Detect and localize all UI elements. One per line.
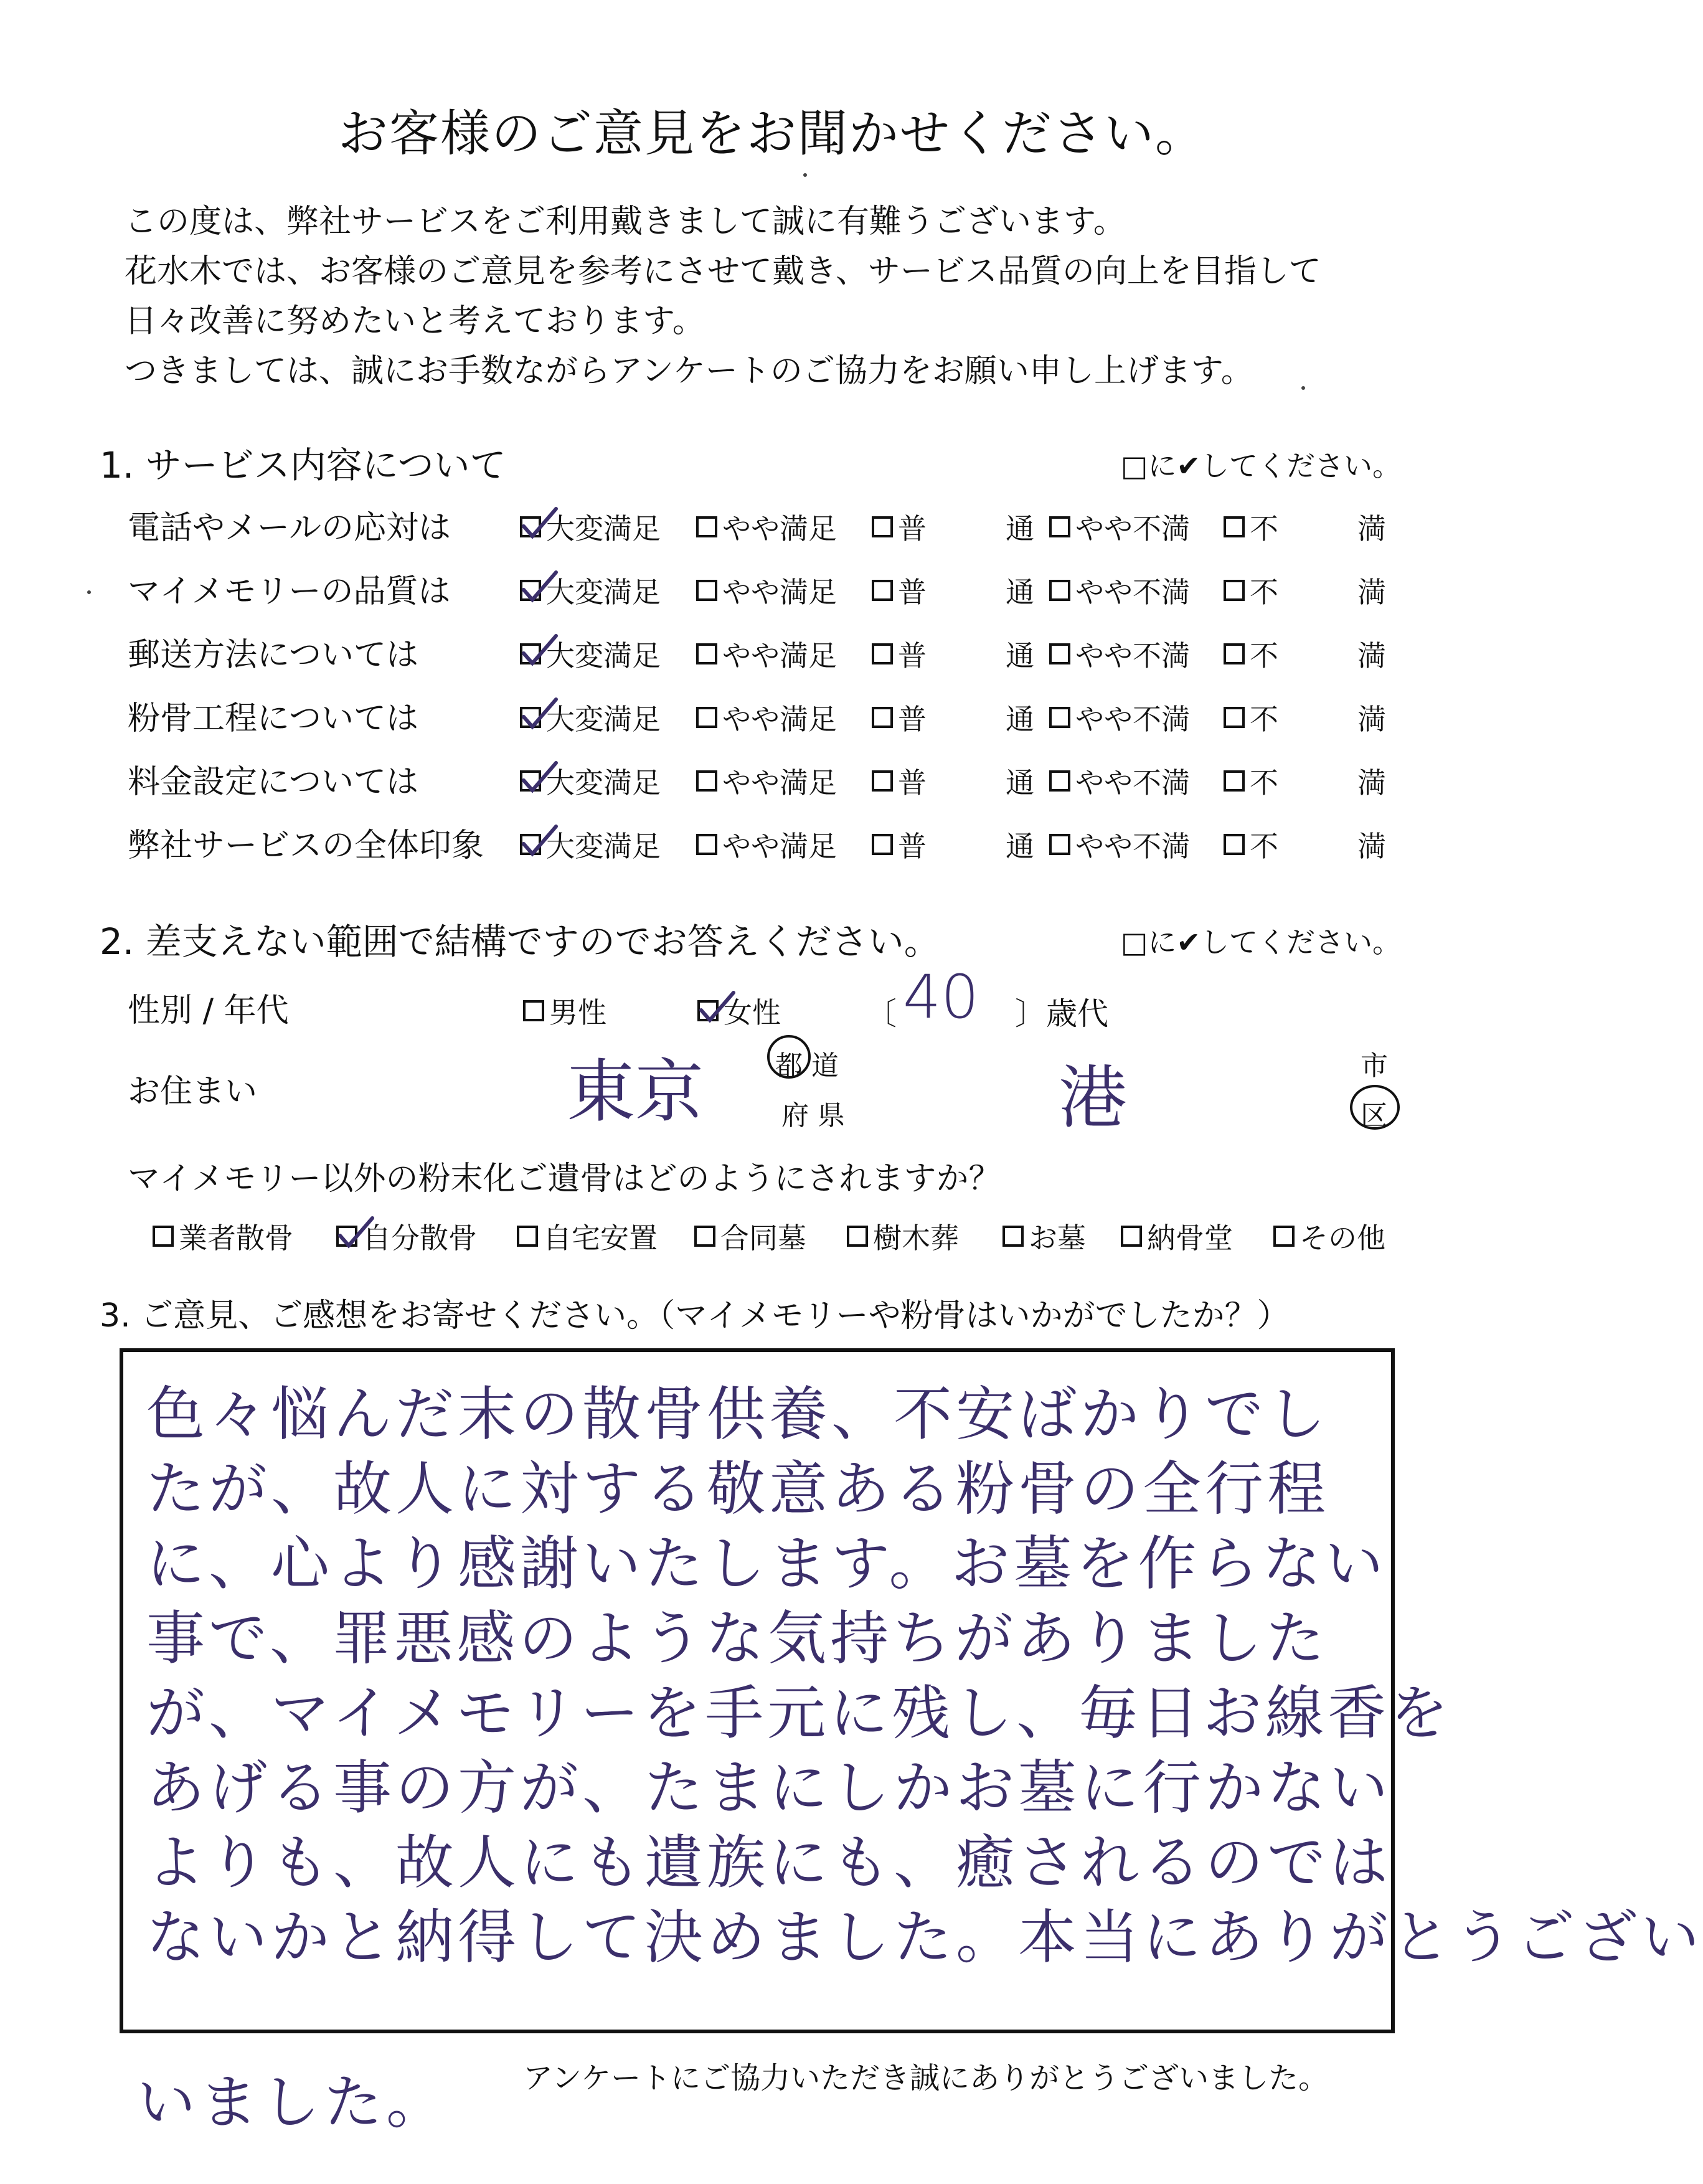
- rating-option-label: 大変満足: [546, 512, 661, 546]
- handwritten-line: よりも、故人にも遺族にも、癒されるのでは: [146, 1829, 1392, 1897]
- rating-option-label: 通: [1006, 766, 1034, 800]
- rating-option-label: 不: [1250, 512, 1278, 546]
- rating-option-label: やや満足: [722, 766, 837, 800]
- remains-option-label: 樹木葬: [873, 1221, 959, 1255]
- rating-checkbox[interactable]: [872, 834, 893, 855]
- rating-option-label: 普: [898, 702, 927, 736]
- rating-option[interactable]: [696, 506, 837, 547]
- remains-option-label: 納骨堂: [1147, 1221, 1233, 1255]
- rating-checkbox[interactable]: [872, 516, 893, 537]
- remains-option[interactable]: [336, 1216, 477, 1257]
- rating-checkbox[interactable]: [1224, 516, 1245, 537]
- rating-option[interactable]: [872, 760, 927, 801]
- remains-checkbox[interactable]: [694, 1226, 715, 1247]
- rating-option: [1006, 824, 1034, 865]
- gender-female-label: 女性: [724, 996, 781, 1029]
- rating-checkbox[interactable]: [520, 643, 541, 664]
- rating-option: [1006, 633, 1034, 674]
- section2-heading: 2. 差支えない範囲で結構ですのでお答えください。: [100, 920, 940, 963]
- rating-option[interactable]: [1224, 570, 1278, 611]
- rating-option: [1006, 697, 1034, 738]
- handwritten-line: 事で、罪悪感のような気持ちがありました: [146, 1605, 1329, 1673]
- rating-option[interactable]: [1224, 824, 1278, 865]
- rating-option[interactable]: [872, 506, 927, 547]
- check-mark-icon: [521, 569, 559, 606]
- rating-checkbox[interactable]: [520, 770, 541, 792]
- rating-option-label: やや満足: [722, 830, 837, 863]
- rating-option-label: 普: [898, 766, 927, 800]
- rating-option[interactable]: [1049, 633, 1190, 674]
- rating-option-label: 普: [898, 575, 927, 609]
- gender-option-female[interactable]: [697, 990, 781, 1031]
- remains-option[interactable]: [517, 1216, 658, 1257]
- rating-checkbox[interactable]: [520, 516, 541, 537]
- pref-selected-circle: [767, 1035, 811, 1079]
- question-label: 郵送方法については: [128, 636, 418, 674]
- remains-checkbox[interactable]: [336, 1226, 357, 1247]
- rating-option[interactable]: [1049, 760, 1190, 801]
- rating-option-label: 普: [898, 512, 927, 546]
- rating-option[interactable]: [696, 760, 837, 801]
- remains-option-label: お墓: [1029, 1221, 1086, 1255]
- rating-checkbox[interactable]: [1224, 707, 1245, 728]
- rating-option-label: 大変満足: [546, 575, 661, 609]
- check-mark-icon: [521, 759, 559, 797]
- rating-checkbox[interactable]: [1049, 770, 1070, 792]
- rating-checkbox[interactable]: [1224, 580, 1245, 601]
- rating-option[interactable]: [520, 760, 661, 801]
- age-value: 40: [903, 962, 979, 1032]
- remains-option[interactable]: [1002, 1216, 1086, 1257]
- remains-question: マイメモリー以外の粉末化ご遺骨はどのようにされますか？: [128, 1160, 1001, 1198]
- rating-option-label: やや不満: [1075, 702, 1190, 736]
- rating-option-label: 不: [1250, 639, 1278, 673]
- rating-option-label: 通: [1006, 575, 1034, 609]
- rating-option-label: やや満足: [722, 575, 837, 609]
- pref-suffix-top: 都 道: [775, 1050, 839, 1082]
- rating-option-label: 大変満足: [546, 830, 661, 863]
- checkbox-male[interactable]: [523, 1000, 544, 1021]
- age-bracket-close: 〕歳代: [1015, 996, 1108, 1032]
- rating-option-label: 通: [1006, 830, 1034, 863]
- remains-option[interactable]: [1273, 1216, 1385, 1257]
- rating-option: [1006, 506, 1034, 547]
- rating-option[interactable]: [1049, 506, 1190, 547]
- intro-line-3: 日々改善に努めたいと考えております。: [125, 303, 705, 340]
- rating-option-label: 満: [1357, 702, 1386, 736]
- rating-checkbox[interactable]: [872, 580, 893, 601]
- rating-option-label: やや満足: [722, 702, 837, 736]
- rating-option-label: 満: [1357, 512, 1386, 546]
- rating-checkbox[interactable]: [872, 643, 893, 664]
- rating-option[interactable]: [696, 570, 837, 611]
- remains-option-label: その他: [1300, 1221, 1385, 1255]
- gender-option-male[interactable]: [523, 990, 606, 1031]
- remains-option[interactable]: [1121, 1216, 1233, 1257]
- rating-option: [1357, 824, 1386, 865]
- rating-checkbox[interactable]: [872, 707, 893, 728]
- rating-option-label: やや不満: [1075, 512, 1190, 546]
- rating-option-label: 大変満足: [546, 639, 661, 673]
- check-mark-icon: [337, 1214, 375, 1252]
- rating-option-label: 満: [1357, 830, 1386, 863]
- handwritten-line: 色々悩んだ末の散骨供養、不安ばかりでし: [146, 1381, 1330, 1449]
- section1-instruction: □に✔してください。: [1121, 449, 1402, 483]
- gender-age-label: 性別 / 年代: [128, 992, 289, 1029]
- handwritten-line: いました。: [137, 2069, 449, 2137]
- rating-checkbox[interactable]: [696, 707, 717, 728]
- intro-line-1: この度は、弊社サービスをご利用戴きまして誠に有難うございます。: [125, 203, 1126, 240]
- question-label: マイメモリーの品質は: [128, 573, 451, 610]
- check-mark-icon: [521, 505, 559, 542]
- rating-option: [1006, 760, 1034, 801]
- rating-option-label: やや不満: [1075, 766, 1190, 800]
- prefecture-handwritten: 東京: [567, 1052, 704, 1132]
- handwritten-line: あげる事の方が、たまにしかお墓に行かない: [146, 1754, 1392, 1822]
- remains-option[interactable]: [694, 1216, 806, 1257]
- rating-option-label: やや不満: [1075, 639, 1190, 673]
- question-label: 粉骨工程については: [128, 700, 418, 737]
- page-title: お客様のご意見をお聞かせください。: [338, 105, 1206, 163]
- rating-checkbox[interactable]: [1224, 770, 1245, 792]
- rating-option[interactable]: [1049, 697, 1190, 738]
- remains-checkbox[interactable]: [1273, 1226, 1295, 1247]
- rating-checkbox[interactable]: [520, 580, 541, 601]
- handwritten-line: に、心より感謝いたします。お墓を作らない: [146, 1530, 1387, 1598]
- rating-option[interactable]: [1224, 760, 1278, 801]
- remains-checkbox[interactable]: [1002, 1226, 1024, 1247]
- age-bracket-open: 〔: [866, 996, 897, 1032]
- remains-option-label: 自宅安置: [543, 1221, 658, 1255]
- rating-checkbox[interactable]: [1049, 707, 1070, 728]
- remains-option-label: 自分散骨: [362, 1221, 477, 1255]
- remains-checkbox[interactable]: [1121, 1226, 1142, 1247]
- rating-checkbox[interactable]: [520, 834, 541, 855]
- rating-checkbox[interactable]: [1049, 834, 1070, 855]
- city-suffix-top: 市: [1361, 1050, 1388, 1082]
- rating-checkbox[interactable]: [1049, 643, 1070, 664]
- question-label: 弊社サービスの全体印象: [128, 827, 484, 864]
- rating-option[interactable]: [520, 570, 661, 611]
- remains-option[interactable]: [847, 1216, 959, 1257]
- checkbox-female[interactable]: [697, 1000, 719, 1021]
- remains-option[interactable]: [153, 1216, 293, 1257]
- rating-option[interactable]: [1224, 506, 1278, 547]
- rating-option: [1357, 506, 1386, 547]
- rating-checkbox[interactable]: [520, 707, 541, 728]
- pref-suffix-bottom: 府 県: [781, 1100, 845, 1132]
- rating-option: [1357, 633, 1386, 674]
- rating-checkbox[interactable]: [1224, 834, 1245, 855]
- city-handwritten: 港: [1059, 1058, 1127, 1138]
- rating-option[interactable]: [872, 570, 927, 611]
- rating-option[interactable]: [520, 506, 661, 547]
- intro-line-4: つきましては、誠にお手数ながらアンケートのご協力をお願い申し上げます。: [125, 352, 1253, 390]
- rating-option-label: 満: [1357, 639, 1386, 673]
- rating-checkbox[interactable]: [696, 580, 717, 601]
- rating-option[interactable]: [520, 824, 661, 865]
- section3-heading: 3. ご意見、ご感想をお寄せください。（マイメモリーや粉骨はいかがでしたか？）: [100, 1297, 1290, 1335]
- city-suffix-bottom: 区: [1361, 1100, 1388, 1132]
- rating-option-label: 不: [1250, 702, 1278, 736]
- rating-option[interactable]: [520, 697, 661, 738]
- rating-option[interactable]: [696, 633, 837, 674]
- handwritten-line: が、マイメモリーを手元に残し、毎日お線香を: [146, 1680, 1453, 1747]
- rating-option[interactable]: [1224, 633, 1278, 674]
- rating-option-label: やや満足: [722, 512, 837, 546]
- remains-checkbox[interactable]: [153, 1226, 174, 1247]
- footer-thanks: アンケートにご協力いただき誠にありがとうございました。: [523, 2061, 1329, 2096]
- rating-option-label: 通: [1006, 639, 1034, 673]
- rating-option-label: 通: [1006, 702, 1034, 736]
- question-label: 料金設定については: [128, 763, 418, 801]
- rating-option-label: 満: [1357, 766, 1386, 800]
- rating-option-label: 不: [1250, 830, 1278, 863]
- residence-label: お住まい: [128, 1073, 258, 1110]
- rating-option: [1357, 760, 1386, 801]
- rating-option-label: 普: [898, 830, 927, 863]
- rating-option-label: 大変満足: [546, 702, 661, 736]
- rating-option-label: 普: [898, 639, 927, 673]
- rating-option-label: やや満足: [722, 639, 837, 673]
- rating-option[interactable]: [696, 697, 837, 738]
- rating-option: [1357, 570, 1386, 611]
- rating-option[interactable]: [872, 633, 927, 674]
- section2-instruction: □に✔してください。: [1121, 925, 1402, 959]
- intro-line-2: 花水木では、お客様のご意見を参考にさせて戴き、サービス品質の向上を目指して: [125, 253, 1321, 290]
- rating-option-label: 大変満足: [546, 766, 661, 800]
- rating-checkbox[interactable]: [1049, 580, 1070, 601]
- handwritten-line: ないかと納得して決めました。本当にありがとうござい: [146, 1904, 1703, 1972]
- rating-option-label: やや不満: [1075, 575, 1190, 609]
- city-selected-circle: [1350, 1085, 1400, 1130]
- rating-checkbox[interactable]: [1224, 643, 1245, 664]
- check-mark-icon: [521, 823, 559, 860]
- rating-checkbox[interactable]: [696, 770, 717, 792]
- rating-option[interactable]: [1224, 697, 1278, 738]
- section1-heading: 1. サービス内容について: [100, 444, 506, 486]
- rating-option[interactable]: [696, 824, 837, 865]
- rating-option-label: 不: [1250, 575, 1278, 609]
- rating-option[interactable]: [872, 697, 927, 738]
- rating-option[interactable]: [1049, 570, 1190, 611]
- remains-option-label: 業者散骨: [179, 1221, 293, 1255]
- rating-option: [1006, 570, 1034, 611]
- rating-option-label: 通: [1006, 512, 1034, 546]
- rating-checkbox[interactable]: [696, 516, 717, 537]
- rating-checkbox[interactable]: [696, 834, 717, 855]
- question-label: 電話やメールの応対は: [128, 509, 451, 547]
- check-mark-icon: [521, 632, 559, 669]
- rating-option: [1357, 697, 1386, 738]
- handwritten-line: たが、故人に対する敬意ある粉骨の全行程: [146, 1455, 1330, 1523]
- rating-option[interactable]: [520, 633, 661, 674]
- rating-option-label: 不: [1250, 766, 1278, 800]
- rating-option[interactable]: [872, 824, 927, 865]
- gender-male-label: 男性: [549, 996, 606, 1029]
- rating-option-label: 満: [1357, 575, 1386, 609]
- rating-option[interactable]: [1049, 824, 1190, 865]
- rating-option-label: やや不満: [1075, 830, 1190, 863]
- check-mark-icon: [521, 696, 559, 733]
- remains-option-label: 合同墓: [720, 1221, 806, 1255]
- rating-checkbox[interactable]: [1049, 516, 1070, 537]
- rating-checkbox[interactable]: [872, 770, 893, 792]
- remains-checkbox[interactable]: [517, 1226, 538, 1247]
- remains-checkbox[interactable]: [847, 1226, 868, 1247]
- rating-checkbox[interactable]: [696, 643, 717, 664]
- check-mark-icon: [699, 989, 736, 1026]
